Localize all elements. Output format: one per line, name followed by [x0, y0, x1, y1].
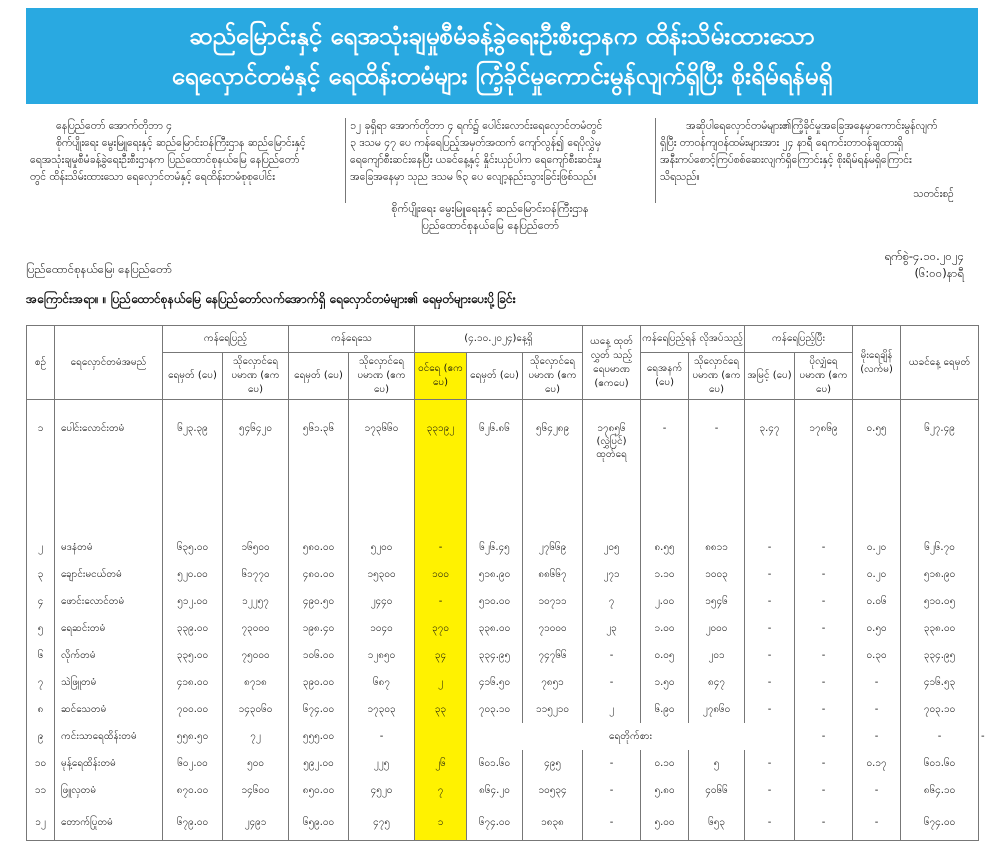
cell-rainfall: ၀.၅၀ — [853, 615, 901, 642]
subheader-depth: ရေအနက် (ပေ) — [641, 353, 689, 400]
table-row — [27, 777, 979, 804]
cell-inflow — [415, 723, 467, 750]
article-text: အနီးကပ်စောင့်ကြပ်စစ်ဆေးလျက်ရှိကြောင်းနှင့် စိုးရိမ်ရန်မရှိကြောင်း — [660, 154, 912, 166]
cell-over-height: - — [745, 777, 795, 804]
article-text: ၃ ဒသမ ၄၇ ပေ ကန်ရေပြည့်အမှတ်အထက် ကျော်လွန်၍ ရေပိုလွှဲမှ — [350, 137, 601, 149]
subheader-level: ရေမှတ် (ပေ) — [289, 353, 349, 400]
cell-today-level: ၇၀၃.၁၀ — [467, 696, 523, 723]
cell-yesterday-level: ၇၀၃.၁၀ — [901, 696, 979, 723]
header-full-level: ကန်ရေပြည့် — [163, 326, 289, 353]
header-yesterday-level: ယခင်နေ့ ရေမှတ် — [901, 326, 979, 400]
cell-excess: - — [795, 804, 853, 841]
table-row — [27, 669, 979, 696]
cell-dead-storage: ၁၇၃၀၃ — [349, 696, 415, 723]
cell-dead-level: ၅၈၀.၀၀ — [289, 534, 349, 561]
cell-full-level: ၆၇၉.၀၀ — [163, 804, 223, 841]
cell-storage-needed: ၆၅၃ — [689, 804, 745, 841]
cell-today-storage: ၁၁၅၂၁၀ — [523, 696, 583, 723]
cell-full-level: ၆၃၅.၀၀ — [163, 534, 223, 561]
cell-no: ၄ — [27, 588, 55, 615]
cell-dead-level: ၅၆၁.၃၆ — [289, 400, 349, 535]
cell-full-storage: ၁၂၂၅၇ — [223, 588, 289, 615]
article-text: ရေကျော်စီးဆင်းနေပြီး ယခင်နေ့နှင့် နှိုင်းယှဉ်ပါက ရေကျော်စီးဆင်းမှု — [350, 154, 602, 166]
cell-full-storage: ၇၅၀၀၀ — [223, 642, 289, 669]
cell-excess: - — [853, 723, 901, 750]
cell-dead-storage: ၄၇၅ — [349, 804, 415, 841]
cell-depth-needed: ၁.၅၀ — [641, 669, 689, 696]
header-dead-level: ကန်ရေသေ — [289, 326, 415, 353]
table-row — [27, 804, 979, 841]
cell-dam-name: ချောင်းမငယ်တမံ — [55, 561, 163, 588]
cell-excess: - — [795, 534, 853, 561]
cell-over-height: - — [745, 642, 795, 669]
cell-depth-needed: ၀.၀၅ — [641, 642, 689, 669]
cell-dead-storage: ၄၅၂၀ — [349, 777, 415, 804]
cell-storage-needed: ၁၀၀၃ — [689, 561, 745, 588]
cell-excess: - — [795, 615, 853, 642]
cell-dead-storage: ၅၂၀၀ — [349, 534, 415, 561]
cell-over-height: - — [745, 588, 795, 615]
ministry-location: ပြည်ထောင်စုနယ်မြေ နေပြည်တော် — [421, 219, 559, 232]
article-text: အခြေအနေမှာ သုည ဒသမ ၆၃ ပေ လျော့နည်းသွားခြင်းဖြစ်သည်။ — [350, 171, 597, 183]
cell-inflow: - — [415, 588, 467, 615]
cell-spill: ၂၇၁ — [583, 561, 641, 588]
cell-dam-name: ဖောင်းလောင်တမံ — [55, 588, 163, 615]
table-row: ၉ ကင်းသာရေထိန်းတမံ ၅၅၈.၅၀ ၇၂ ၅၅၅.၀၀ - ရေတိုက်စား - - - - — [27, 723, 979, 750]
cell-dead-level: ၄၉၀.၅၀ — [289, 588, 349, 615]
cell-excess: - — [795, 588, 853, 615]
cell-spill: ၇ — [583, 588, 641, 615]
cell-full-storage: ၆၁၇၇၀ — [223, 561, 289, 588]
cell-storage-needed: ၂၇၈၆၀ — [689, 696, 745, 723]
cell-today-level: ၆၂၆.၄၅ — [467, 534, 523, 561]
cell-storage-needed: ၄၀၆၆ — [689, 777, 745, 804]
table-row — [27, 750, 979, 777]
cell-dead-level: ၆၇၄.၀၀ — [289, 696, 349, 723]
cell-full-level: ၈၇၀.၀၀ — [163, 777, 223, 804]
subheader-storage: သိုလှောင်ရေ ပမာဏ (ဧကပေ) — [523, 353, 583, 400]
subheader-level: ရေမှတ် (ပေ) — [467, 353, 523, 400]
cell-dead-level: ၅၉၂.၀၀ — [289, 750, 349, 777]
cell-storage-needed: ၈၄၇ — [689, 669, 745, 696]
subheader-height: အမြင့် (ပေ) — [745, 353, 795, 400]
cell-yesterday-level: ၆၂၆.၇၀ — [901, 534, 979, 561]
cell-today-storage: ၇၁၀၀၀ — [523, 615, 583, 642]
cell-excess: - — [795, 642, 853, 669]
table-row — [27, 696, 979, 723]
table-row — [27, 642, 979, 669]
report-time: (၆:၀၀)နာရီ — [914, 266, 964, 280]
article-dateline: နေပြည်တော် အောက်တိုဘာ ၄ — [56, 120, 173, 132]
cell-inflow: ၁ — [415, 804, 467, 841]
cell-spill: ၁၇၈၅၆ (လွှဲပြင်) ထုတ်ရေ — [583, 400, 641, 535]
cell-depth-needed: - — [641, 400, 689, 535]
cell-full-storage: ၇၂ — [223, 723, 289, 750]
table-row — [27, 534, 979, 561]
cell-yesterday-level: ၆၀၁.၆၀ — [901, 750, 979, 777]
cell-dead-storage: - — [349, 723, 415, 750]
cell-full-level: ၆၂၃.၃၉ — [163, 400, 223, 535]
cell-dead-storage: ၁၅၃၀၀ — [349, 561, 415, 588]
cell-over-height: - — [745, 696, 795, 723]
cell-dead-level: ၁၀၆.၀၀ — [289, 642, 349, 669]
subheader-storage: သိုလှောင်ရေ ပမာဏ (ဧကပေ) — [223, 353, 289, 400]
cell-dam-name: မဒနံတမံ — [55, 534, 163, 561]
cell-today-level: ၆၇၄.၀၀ — [467, 804, 523, 841]
headline-line-2: ရေလှောင်တမံနှင့် ရေထိန်းတမံများ ကြံ့ခိုင်မှုကောင်းမွန်လျက်ရှိပြီး စိုးရိမ်ရန်မရှိ — [171, 62, 833, 90]
cell-dead-level: ၃၉၀.၀၀ — [289, 669, 349, 696]
cell-storage-needed: - — [689, 400, 745, 535]
cell-storage-needed: ၅ — [689, 750, 745, 777]
table-row — [27, 615, 979, 642]
cell-dam-name: ကင်းသာရေထိန်းတမံ — [55, 723, 163, 750]
cell-dead-storage: ၂၄၄၀ — [349, 588, 415, 615]
cell-today-level: ၆၀၁.၆၀ — [467, 750, 523, 777]
header-rainfall: မိုးရေချိန် (လက်မ) — [853, 326, 901, 400]
cell-no: ၈ — [27, 696, 55, 723]
cell-no: ၇ — [27, 669, 55, 696]
cell-spill: - — [583, 750, 641, 777]
cell-depth-needed: ၁.၁၀ — [641, 561, 689, 588]
table-row — [27, 400, 979, 535]
cell-storage-needed: ၂၀၁ — [689, 642, 745, 669]
cell-full-storage: ၈၇၁၈ — [223, 669, 289, 696]
cell-over-height: - — [745, 534, 795, 561]
cell-no: ၆ — [27, 642, 55, 669]
cell-excess: - — [795, 669, 853, 696]
cell-dam-name: ပေါင်းလောင်းတမံ — [55, 400, 163, 535]
cell-erosion-note: ရေတိုက်စား — [467, 723, 795, 750]
cell-spill: - — [583, 642, 641, 669]
header-dam-name: ရေလှောင်တမံအမည် — [55, 326, 163, 400]
header-over-full: ကန်ရေပြည့်ပြီး — [745, 326, 853, 353]
cell-no: ၅ — [27, 615, 55, 642]
cell-dead-storage: ၁၂၈၅၀ — [349, 642, 415, 669]
cell-inflow: - — [415, 534, 467, 561]
cell-full-level: ၃၃၅.၀၀ — [163, 642, 223, 669]
cell-rainfall: ၀.၂၀ — [853, 534, 901, 561]
article-column-1 — [26, 118, 346, 203]
cell-over-height: - — [795, 723, 853, 750]
cell-inflow: ၂၆ — [415, 750, 467, 777]
cell-inflow: ၂ — [415, 669, 467, 696]
cell-dead-storage: ၂၂၅ — [349, 750, 415, 777]
cell-storage-needed: ၁၅၄၆ — [689, 588, 745, 615]
cell-over-height: - — [745, 750, 795, 777]
cell-dam-name: လိုက်တမံ — [55, 642, 163, 669]
cell-full-storage: ၁၆၅၀၀ — [223, 534, 289, 561]
cell-no: ၂ — [27, 534, 55, 561]
cell-yesterday-level: ၅၁၈.၉၀ — [901, 561, 979, 588]
table-row — [27, 588, 979, 615]
cell-full-level: ၅၁၂.၀၀ — [163, 588, 223, 615]
report-location: ပြည်ထောင်စုနယ်မြေ၊ နေပြည်တော် — [26, 262, 173, 276]
cell-today-level: ၃၃၄.၉၅ — [467, 642, 523, 669]
cell-rainfall: ၀.၂၀ — [853, 561, 901, 588]
cell-excess: - — [795, 777, 853, 804]
cell-full-storage: ၁၄၃၀၆၀ — [223, 696, 289, 723]
cell-inflow: ၃၇၀ — [415, 615, 467, 642]
cell-today-level: ၅၁၈.၉၀ — [467, 561, 523, 588]
cell-depth-needed: ၅.၈၀ — [641, 777, 689, 804]
cell-yesterday-level: ၈၆၄.၁၀ — [901, 777, 979, 804]
cell-yesterday-level: ၃၃၈.၀၀ — [901, 615, 979, 642]
cell-today-level: ၅၁၀.၀၀ — [467, 588, 523, 615]
header-no: စဉ် — [27, 326, 55, 400]
cell-spill: ၂၃ — [583, 615, 641, 642]
ministry-block — [330, 200, 650, 234]
cell-depth-needed: ၁.၀၀ — [641, 615, 689, 642]
cell-dead-storage: ၁၀၄၀ — [349, 615, 415, 642]
cell-today-storage: ၈၈၆၆၇ — [523, 561, 583, 588]
cell-spill: ၂ — [583, 696, 641, 723]
table-body — [27, 400, 985, 841]
article-text: စိုက်ပျိုးရေး မွေးမြူရေးနှင့် ဆည်မြောင်းဝန်ကြီးဌာန ဆည်မြောင်းနှင့် — [56, 137, 306, 149]
cell-full-storage: ၁၄၆၀၀ — [223, 777, 289, 804]
cell-dead-storage: ၆၈၇ — [349, 669, 415, 696]
cell-dead-level: ၅၅၅.၀၀ — [289, 723, 349, 750]
cell-spill: - — [583, 777, 641, 804]
cell-spill: - — [583, 669, 641, 696]
cell-yesterday-level: ၆၂၇.၄၉ — [901, 400, 979, 535]
cell-over-height: ၃.၄၇ — [745, 400, 795, 535]
subheader-level: ရေမှတ် (ပေ) — [163, 353, 223, 400]
cell-today-storage: ၁၈၃၈ — [523, 804, 583, 841]
article-credit: သတင်းစဉ် — [913, 188, 954, 200]
article-columns — [26, 118, 978, 203]
cell-today-level: ၈၆၄.၂၀ — [467, 777, 523, 804]
cell-full-storage: ၂၄၉၁ — [223, 804, 289, 841]
cell-over-height: - — [745, 804, 795, 841]
subheader-inflow: ဝင်ရေ (ဧကပေ) — [415, 353, 467, 400]
cell-today-storage: ၇၄၇၆၆ — [523, 642, 583, 669]
cell-dead-level: ၄၈၀.၀၀ — [289, 561, 349, 588]
dam-water-level-table — [26, 325, 985, 841]
cell-no: ၃ — [27, 561, 55, 588]
cell-excess: - — [795, 561, 853, 588]
subheader-excess: ပိုလျှံရေ ပမာဏ (ဧကပေ) — [795, 353, 853, 400]
ministry-name: စိုက်ပျိုးရေး မွေးမြူရေးနှင့် ဆည်မြောင်းဝန်ကြီးဌာန — [391, 202, 589, 215]
article-text: တွင် ထိန်းသိမ်းထားသော ရေလှောင်တမံနှင့် ရေထိန်းတမံစုစုပေါင်း — [30, 171, 275, 183]
cell-depth-needed: ၆.၉၀ — [641, 696, 689, 723]
report-date-block — [885, 248, 964, 282]
cell-today-storage: ၅၆၄၂၈၉ — [523, 400, 583, 535]
cell-today-storage: ၇၈၅၁ — [523, 669, 583, 696]
cell-no: ၁ — [27, 400, 55, 535]
cell-spill: ၂၀၅ — [583, 534, 641, 561]
cell-full-storage: ၅၄၆၄၂၀ — [223, 400, 289, 535]
cell-yesterday-level: ၄၁၆.၅၃ — [901, 669, 979, 696]
cell-inflow: ၁၀၀ — [415, 561, 467, 588]
article-text: ရေအသုံးချမှုစီမံခန့်ခွဲရေးဦးစီးဌာနက ပြည်ထောင်စုနယ်မြေ နေပြည်တော် — [30, 154, 300, 166]
headline-banner — [26, 8, 978, 104]
cell-dam-name: တောက်ပြုတမံ — [55, 804, 163, 841]
cell-today-storage: ၄၉၅ — [523, 750, 583, 777]
cell-full-level: ၅၅၈.၅၀ — [163, 723, 223, 750]
cell-dead-level: ၈၅၀.၀၀ — [289, 777, 349, 804]
cell-full-level: ၅၂၀.၀၀ — [163, 561, 223, 588]
cell-storage-needed: ၂၀၀၀ — [689, 615, 745, 642]
cell-excess: ၁၇၈၆၉ — [795, 400, 853, 535]
article-column-2 — [346, 118, 656, 203]
cell-full-storage: ၇၃၀၀၀ — [223, 615, 289, 642]
cell-today-level: ၃၃၈.၀၀ — [467, 615, 523, 642]
cell-dam-name: ဖြူလှတမံ — [55, 777, 163, 804]
cell-yesterday-level: ၅၁၀.၀၅ — [901, 588, 979, 615]
cell-no: ၉ — [27, 723, 55, 750]
cell-depth-needed: ၂.၀၀ — [641, 588, 689, 615]
article-text: အဆိုပါရေလှောင်တမံများ၏ကြံ့ခိုင်မှုအခြေအနေမှာကောင်းမွန်လျက် — [686, 120, 938, 132]
cell-over-height: - — [745, 561, 795, 588]
report-date: ရက်စွဲ-၄.၁၀.၂၀၂၄ — [884, 249, 964, 263]
subheader-storage: သိုလှောင်ရေ ပမာဏ (ဧကပေ) — [349, 353, 415, 400]
cell-inflow: ၇ — [415, 777, 467, 804]
cell-full-storage: ၅၀၀ — [223, 750, 289, 777]
cell-rainfall: - — [853, 777, 901, 804]
cell-today-storage: ၁၀၅၃၄ — [523, 777, 583, 804]
article-text: ၁၂ ခုရှိရာ အောက်တိုဘာ ၄ ရက်၌ ပေါင်းလောင်းရေလှောင်တမံတွင် — [350, 120, 603, 132]
article-column-3 — [656, 118, 978, 203]
report-subject: အကြောင်းအရာ။ ။ ပြည်ထောင်စုနယ်မြေ နေပြည်တော်လက်အောက်ရှိ ရေလှောင်တမံများ၏ ရေမှတ်များပေးပို့ခြင်း — [26, 292, 516, 306]
cell-dam-name: မုန့်ရေထိန်းတမံ — [55, 750, 163, 777]
cell-rainfall: - — [853, 669, 901, 696]
cell-yesterday-level: ၆၇၄.၀၀ — [901, 804, 979, 841]
cell-full-level: ၄၁၈.၀၀ — [163, 669, 223, 696]
headline-line-1: ဆည်မြောင်းနှင့် ရေအသုံးချမှုစီမံခန့်ခွဲရေးဦးစီးဌာနက ထိန်းသိမ်းထားသော — [189, 22, 815, 50]
cell-dam-name: ရေဆင်းတမံ — [55, 615, 163, 642]
cell-rainfall: ၀.၅၅ — [853, 400, 901, 535]
cell-excess: - — [795, 696, 853, 723]
table-row — [27, 561, 979, 588]
cell-today-level: ၄၁၆.၅၀ — [467, 669, 523, 696]
cell-rainfall: - — [853, 804, 901, 841]
cell-excess: - — [795, 750, 853, 777]
cell-depth-needed: ၈.၅၅ — [641, 534, 689, 561]
cell-dead-level: ၆၅၉.၀၀ — [289, 804, 349, 841]
header-spill-today: ယနေ့ ထုတ်လွှတ် သည့် ရေပမာဏ (ဧကပေ) — [583, 326, 641, 400]
cell-over-height: - — [745, 615, 795, 642]
cell-rainfall: ၀.၃၀ — [853, 642, 901, 669]
cell-no: ၁၂ — [27, 804, 55, 841]
cell-depth-needed: ၀.၁၀ — [641, 750, 689, 777]
cell-storage-needed: ၈၈၁၁ — [689, 534, 745, 561]
cell-yesterday-level: ၃၃၄.၉၅ — [901, 642, 979, 669]
cell-inflow: ၃၄ — [415, 642, 467, 669]
cell-full-level: ၃၃၉.၀၀ — [163, 615, 223, 642]
cell-rainfall: ၀.၀၆ — [853, 588, 901, 615]
cell-full-level: ၇၀၀.၀၀ — [163, 696, 223, 723]
article-text: ရှိပြီး တာဝန်ကျဝန်ထမ်းများအား ၂၄ နာရီ ရေကင်းတာဝန်ချထားရှိ — [660, 137, 903, 149]
cell-dead-storage: ၁၇၃၆၆၀ — [349, 400, 415, 535]
article-text: သိရသည်။ — [660, 171, 700, 183]
cell-rainfall: ၀.၁၇ — [853, 750, 901, 777]
cell-today-storage: ၁၀၇၁၁ — [523, 588, 583, 615]
cell-inflow: ၃၃၁၉၂ — [415, 400, 467, 535]
header-today: (၄.၁၀.၂၀၂၄)နေ့ရှိ — [415, 326, 583, 353]
cell-today-level: ၆၂၆.၈၆ — [467, 400, 523, 535]
cell-dead-level: ၁၉၈.၄၀ — [289, 615, 349, 642]
subheader-storage: သိုလှောင်ရေ ပမာဏ (ဧကပေ) — [689, 353, 745, 400]
cell-rainfall: - — [901, 723, 979, 750]
cell-over-height: - — [745, 669, 795, 696]
cell-dam-name: ဆင်သေတမံ — [55, 696, 163, 723]
cell-inflow: ၃၃ — [415, 696, 467, 723]
cell-today-storage: ၂၇၆၆၉ — [523, 534, 583, 561]
cell-no: ၁၁ — [27, 777, 55, 804]
cell-spill: - — [583, 804, 641, 841]
cell-depth-needed: ၅.၀၀ — [641, 804, 689, 841]
cell-dam-name: သဲဖြူတမံ — [55, 669, 163, 696]
cell-rainfall: - — [853, 696, 901, 723]
cell-full-level: ၆၀၂.၀၀ — [163, 750, 223, 777]
header-needed-to-fill: ကန်ရေပြည့်ရန် လိုအပ်သည့် — [641, 326, 745, 353]
cell-no: ၁၀ — [27, 750, 55, 777]
